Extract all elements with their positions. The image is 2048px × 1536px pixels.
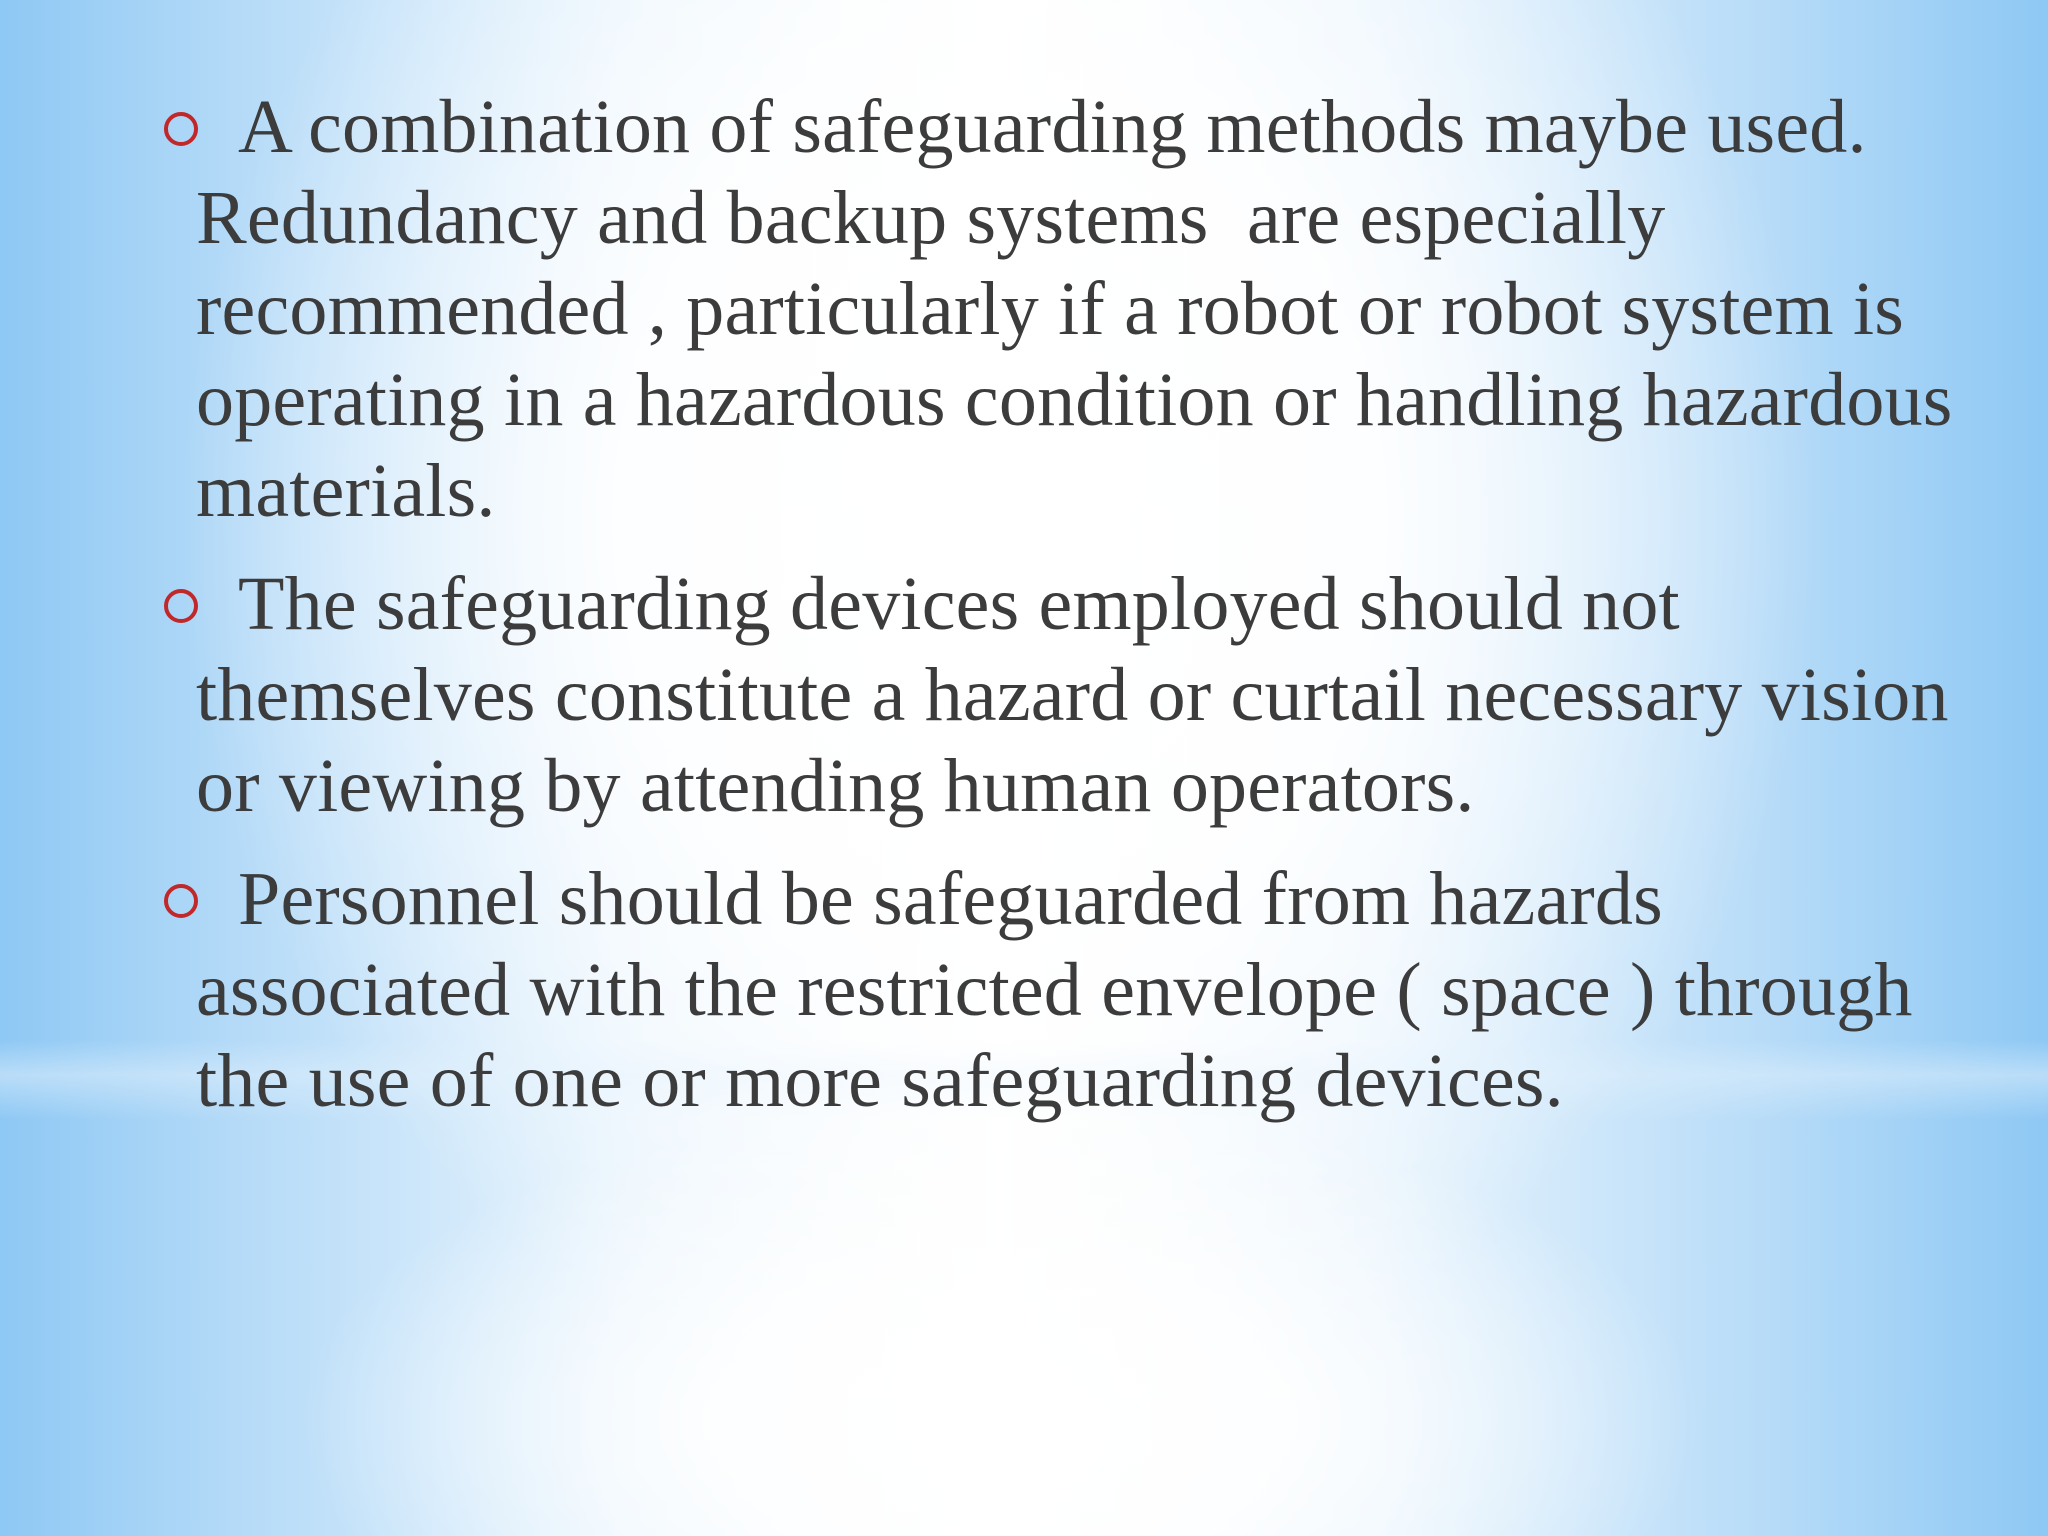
bullet-item <box>158 854 1958 1127</box>
bullet-text <box>196 82 1972 537</box>
hollow-circle-bullet-icon <box>164 112 198 146</box>
hollow-circle-bullet-icon <box>164 589 198 623</box>
bullet-item <box>158 82 1972 537</box>
bullet-text-content: Personnel should be safeguarded from hazards associated with the restricted envelope ( space ) through the use of one or more safeguarding devices. <box>196 857 1932 1123</box>
bullet-item <box>158 559 1968 832</box>
bullet-text <box>196 559 1968 832</box>
hollow-circle-bullet-icon <box>164 884 198 918</box>
bullet-text <box>196 854 1958 1127</box>
bullet-text-content: The safeguarding devices employed should not themselves constitute a hazard or curtail necessary vision or viewing by attending human operators. <box>196 562 1968 828</box>
bullet-text-content: A combination of safeguarding methods maybe used. Redundancy and backup systems are especially recommended , particularly if a robot or robot system is operating in a hazardous condition or handling hazardous materials. <box>196 85 1972 533</box>
bullet-list <box>158 82 1972 1149</box>
